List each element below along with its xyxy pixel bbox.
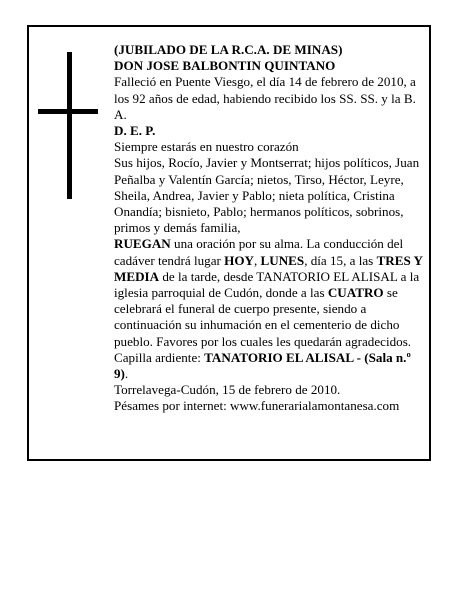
retired-title: (JUBILADO DE LA R.C.A. DE MINAS) (114, 42, 343, 57)
ruegan-word: RUEGAN (114, 236, 171, 252)
chapel-suffix: . (124, 366, 129, 382)
obituary-text (114, 42, 426, 415)
family-list: Sus hijos, Rocío, Javier y Montserrat; hijos políticos, Juan Peñalba y Valentín García; nietos, Tirso, Héctor, Leyre, Sheila, Andrea, Javier y Pablo; nieta política, Cristina Onandía; bisnieto, Pablo; hermanos políticos, sobrinos, primos y demás familia, (114, 155, 420, 236)
request-comma: , (253, 252, 261, 268)
chapel-place: TANATORIO EL ALISAL - (Sala n.º 9) (114, 349, 411, 382)
tres-y-media-time: TRES Y MEDIA (114, 252, 423, 284)
chapel-line (114, 350, 426, 382)
cross-icon (38, 52, 98, 199)
request-text-1: una oración por su alma. La conducción del cadáver tendrá lugar (114, 236, 404, 268)
condolences-line: Pésames por internet: www.funerarialamontanesa.com (114, 398, 400, 414)
remembrance-line: Siempre estarás en nuestro corazón (114, 139, 299, 155)
cross-vertical-bar (67, 52, 72, 199)
obituary-notice (27, 25, 431, 461)
hoy-word: HOY (224, 252, 254, 268)
lunes-word: LUNES (260, 252, 305, 268)
deceased-name: DON JOSE BALBONTIN QUINTANO (114, 58, 336, 74)
request-text-3: de la tarde, desde TANATORIO EL ALISAL a la iglesia parroquial de Cudón, donde a las (114, 268, 420, 301)
chapel-prefix: Capilla ardiente: (114, 349, 205, 365)
death-details: Falleció en Puente Viesgo, el día 14 de febrero de 2010, a los 92 años de edad, habiendo recibido los SS. SS. y la B. A. (114, 74, 416, 122)
request-text-2: , día 15, a las (304, 252, 377, 268)
cross-horizontal-bar (38, 109, 98, 114)
request-text-4: se celebrará el funeral de cuerpo presente, siendo a continuación su inhumación en el cementerio de dicho pueblo. Favores por los cuales les quedarán agradecidos. (114, 285, 412, 349)
place-date: Torrelavega-Cudón, 15 de febrero de 2010. (114, 382, 341, 398)
cuatro-time: CUATRO (327, 285, 384, 301)
funeral-request (114, 236, 426, 349)
rip-line: D. E. P. (114, 123, 156, 139)
